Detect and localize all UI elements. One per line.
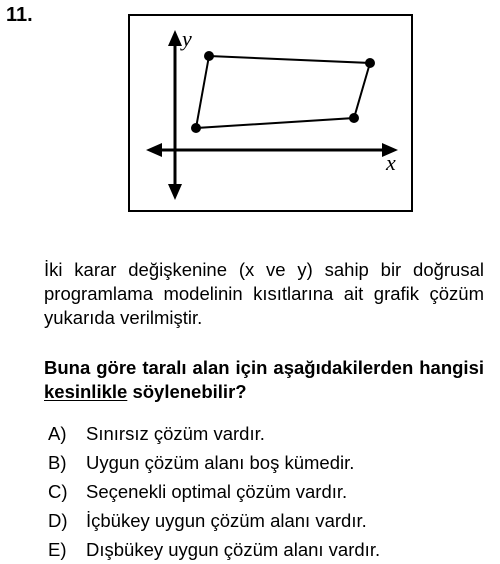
vertex-point xyxy=(349,113,359,123)
option-text: İçbükey uygun çözüm alanı vardır. xyxy=(86,510,367,531)
y-axis-arrow-bottom xyxy=(168,184,182,200)
prompt-emphasis: kesinlikle xyxy=(44,381,128,402)
option-letter: C) xyxy=(48,481,68,502)
option-letter: D) xyxy=(48,510,68,531)
option-letter: A) xyxy=(48,423,67,444)
graph-figure xyxy=(128,14,413,212)
option-b[interactable] xyxy=(48,448,380,477)
answer-options xyxy=(48,419,380,564)
y-axis-label: y xyxy=(182,26,192,51)
feasible-region xyxy=(196,56,370,128)
question-number: 11. xyxy=(6,4,33,26)
option-text: Dışbükey uygun çözüm alanı vardır. xyxy=(86,539,381,560)
x-axis-arrow-left xyxy=(146,143,162,157)
option-text: Sınırsız çözüm vardır. xyxy=(86,423,265,444)
vertex-point xyxy=(204,51,214,61)
option-a[interactable] xyxy=(48,419,380,448)
option-letter: E) xyxy=(48,539,67,560)
graph-svg xyxy=(130,16,415,214)
option-c[interactable] xyxy=(48,477,380,506)
question-stem: İki karar değişkenine (x ve y) sahip bir doğrusal programlama modelinin kısıtlarına ait grafik çözüm yukarıda verilmiştir. xyxy=(44,259,484,328)
prompt-text-start: Buna göre taralı alan için aşağıdakilerden hangisi xyxy=(44,357,484,378)
vertex-point xyxy=(191,123,201,133)
option-e[interactable] xyxy=(48,535,380,564)
option-d[interactable] xyxy=(48,506,380,535)
option-text: Uygun çözüm alanı boş kümedir. xyxy=(86,452,355,473)
vertex-point xyxy=(365,58,375,68)
question-prompt xyxy=(44,356,484,404)
prompt-text-end: söylenebilir? xyxy=(127,381,247,402)
y-axis-arrow-top xyxy=(168,30,182,46)
option-text: Seçenekli optimal çözüm vardır. xyxy=(86,481,348,502)
x-axis-label: x xyxy=(386,150,396,175)
option-letter: B) xyxy=(48,452,67,473)
